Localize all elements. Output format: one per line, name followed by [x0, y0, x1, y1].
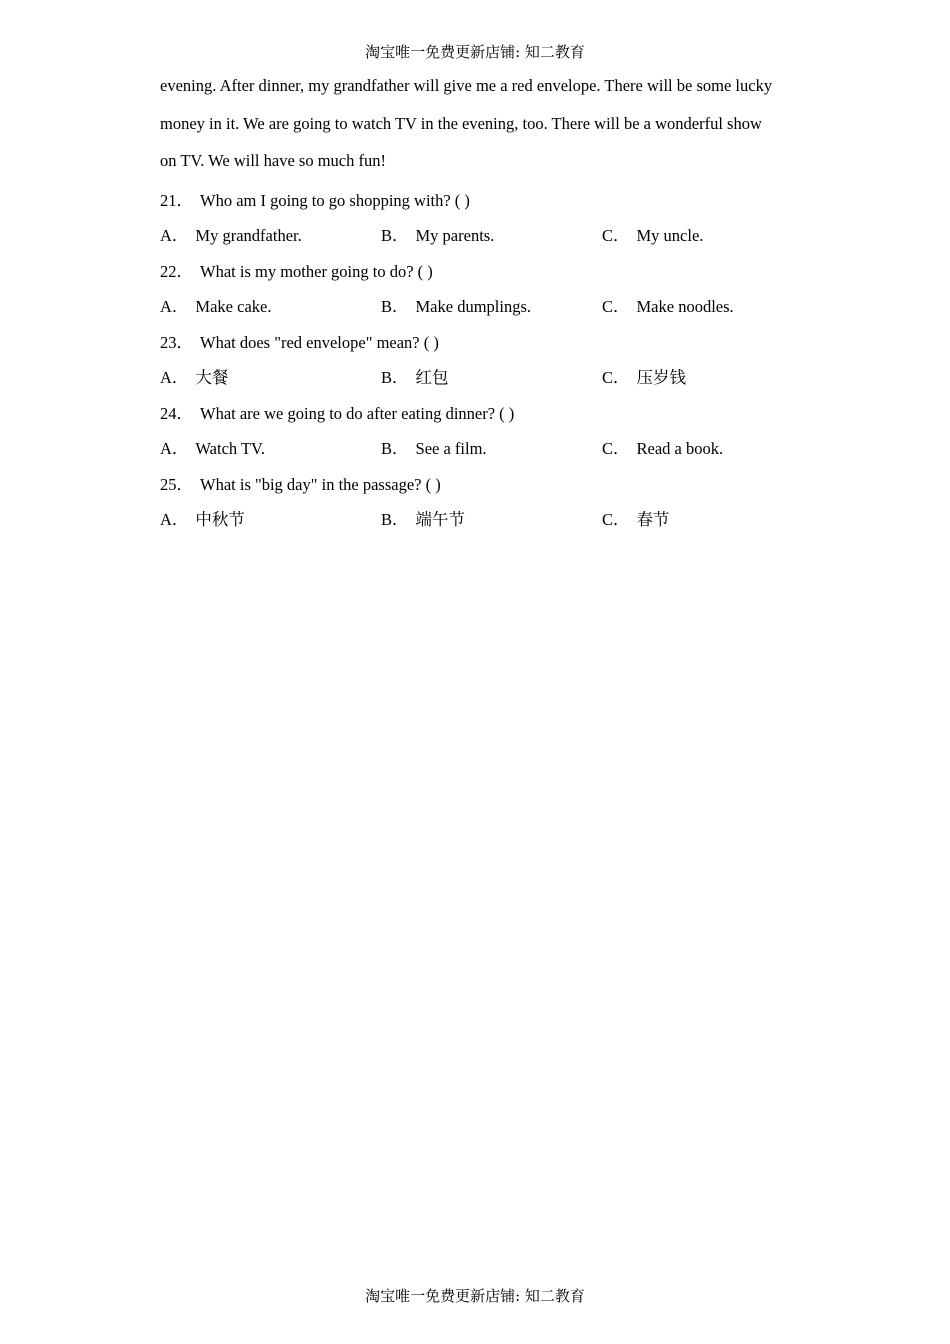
option-text: 红包	[415, 368, 449, 387]
option-a[interactable]	[160, 364, 228, 388]
option-a[interactable]	[160, 293, 271, 317]
option-text: 春节	[636, 510, 670, 529]
question-25-options	[160, 506, 800, 528]
option-a[interactable]	[160, 506, 245, 530]
option-c[interactable]	[602, 506, 670, 530]
option-text: My grandfather.	[195, 226, 302, 245]
option-letter: A．	[160, 297, 189, 316]
question-24	[160, 400, 514, 424]
question-number: 24．	[160, 404, 193, 423]
option-text: Watch TV.	[195, 439, 265, 458]
option-c[interactable]	[602, 293, 734, 317]
option-a[interactable]	[160, 222, 302, 246]
option-letter: A．	[160, 439, 189, 458]
option-a[interactable]	[160, 435, 265, 459]
question-text: What is my mother going to do? ( )	[200, 262, 433, 281]
option-b[interactable]	[381, 222, 494, 246]
option-b[interactable]	[381, 293, 531, 317]
question-24-options	[160, 435, 800, 457]
question-21-options	[160, 222, 800, 244]
option-c[interactable]	[602, 435, 723, 459]
option-text: Read a book.	[636, 439, 724, 458]
option-letter: A．	[160, 368, 189, 387]
question-number: 23．	[160, 333, 193, 352]
option-text: My parents.	[415, 226, 495, 245]
option-letter: A．	[160, 226, 189, 245]
option-letter: C．	[602, 226, 630, 245]
passage-line: on TV. We will have so much fun!	[160, 151, 386, 170]
option-text: 端午节	[415, 510, 466, 529]
page-footer: 淘宝唯一免费更新店铺: 知二教育	[365, 1287, 585, 1305]
option-c[interactable]	[602, 364, 686, 388]
option-letter: B．	[381, 368, 409, 387]
page-header: 淘宝唯一免费更新店铺: 知二教育	[365, 43, 585, 61]
question-text: Who am I going to go shopping with? ( )	[200, 191, 470, 210]
option-letter: A．	[160, 510, 189, 529]
option-c[interactable]	[602, 222, 703, 246]
option-letter: C．	[602, 297, 630, 316]
option-text: Make dumplings.	[415, 297, 532, 316]
option-b[interactable]	[381, 506, 465, 530]
question-text: What does "red envelope" mean? ( )	[200, 333, 439, 352]
option-letter: C．	[602, 439, 630, 458]
question-23-options	[160, 364, 800, 386]
option-text: 大餐	[195, 368, 229, 387]
option-letter: C．	[602, 368, 630, 387]
option-letter: B．	[381, 439, 409, 458]
question-number: 22．	[160, 262, 193, 281]
question-text: What are we going to do after eating dinner? ( )	[200, 404, 515, 423]
option-text: See a film.	[415, 439, 487, 458]
option-letter: B．	[381, 297, 409, 316]
option-letter: B．	[381, 226, 409, 245]
option-text: 中秋节	[195, 510, 245, 529]
question-22-options	[160, 293, 800, 315]
question-22	[160, 258, 433, 282]
question-text: What is "big day" in the passage? ( )	[200, 475, 441, 494]
option-letter: C．	[602, 510, 630, 529]
question-25	[160, 471, 441, 495]
option-letter: B．	[381, 510, 409, 529]
question-23	[160, 329, 439, 353]
question-number: 25．	[160, 475, 193, 494]
question-21	[160, 187, 470, 211]
option-text: Make noodles.	[636, 297, 734, 316]
option-b[interactable]	[381, 364, 449, 388]
option-text: 压岁钱	[636, 368, 687, 387]
passage-line: money in it. We are going to watch TV in the evening, too. There will be a wonderful show	[160, 114, 762, 133]
option-text: Make cake.	[195, 297, 272, 316]
option-b[interactable]	[381, 435, 487, 459]
question-number: 21．	[160, 191, 193, 210]
option-text: My uncle.	[636, 226, 704, 245]
passage-line: evening. After dinner, my grandfather will give me a red envelope. There will be some lucky	[160, 76, 773, 95]
